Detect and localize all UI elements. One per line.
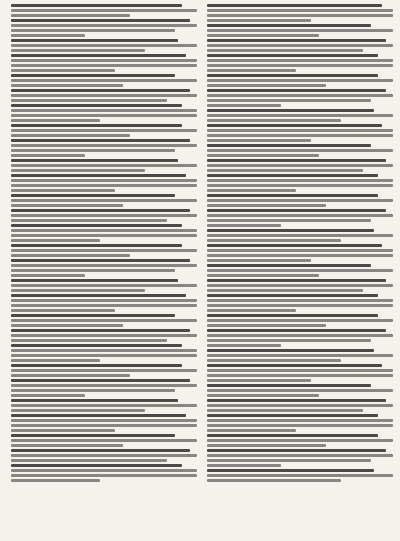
text-line — [207, 269, 393, 272]
text-line — [207, 479, 341, 482]
text-line — [11, 289, 145, 292]
text-line — [207, 449, 386, 452]
text-line — [207, 454, 393, 457]
text-line — [207, 54, 378, 57]
text-line — [11, 234, 197, 237]
text-line — [11, 434, 175, 437]
text-line — [11, 139, 190, 142]
dictionary-entry — [11, 279, 197, 292]
text-line — [207, 144, 371, 147]
text-line — [11, 269, 175, 272]
text-line — [11, 304, 197, 307]
text-line — [207, 224, 281, 227]
text-line — [207, 174, 378, 177]
text-line — [207, 149, 393, 152]
text-line — [207, 84, 326, 87]
text-line — [207, 309, 296, 312]
dictionary-entry — [207, 434, 393, 447]
text-line — [11, 394, 85, 397]
text-line — [207, 89, 386, 92]
text-line — [11, 49, 145, 52]
text-line — [11, 154, 85, 157]
dictionary-entry — [207, 159, 393, 172]
text-line — [207, 249, 393, 252]
text-line — [11, 74, 175, 77]
text-line — [11, 59, 197, 62]
dictionary-entry — [11, 224, 197, 242]
dictionary-entry — [207, 449, 393, 467]
dictionary-entry — [11, 124, 197, 137]
text-line — [11, 469, 197, 472]
text-line — [11, 119, 100, 122]
text-line — [207, 469, 374, 472]
text-line — [11, 84, 123, 87]
text-line — [207, 229, 374, 232]
text-line — [207, 464, 281, 467]
text-line — [207, 419, 393, 422]
text-line — [207, 359, 341, 362]
text-line — [11, 399, 178, 402]
text-line — [207, 244, 382, 247]
text-line — [207, 259, 311, 262]
dictionary-entry — [207, 109, 393, 122]
text-line — [11, 189, 115, 192]
dictionary-entry — [11, 19, 197, 37]
text-line — [11, 79, 197, 82]
text-line — [11, 159, 178, 162]
text-line — [207, 399, 386, 402]
text-line — [11, 64, 197, 67]
text-line — [207, 159, 386, 162]
text-line — [11, 379, 190, 382]
right-column — [207, 4, 393, 537]
text-line — [11, 219, 167, 222]
dictionary-entry — [11, 379, 197, 397]
dictionary-entry — [207, 89, 393, 107]
text-line — [11, 104, 182, 107]
text-line — [11, 274, 85, 277]
text-line — [207, 334, 393, 337]
text-line — [11, 374, 130, 377]
dictionary-entry — [11, 414, 197, 432]
text-line — [11, 209, 190, 212]
text-line — [11, 89, 190, 92]
text-line — [207, 94, 393, 97]
text-line — [207, 294, 378, 297]
dictionary-entry — [11, 54, 197, 72]
text-line — [207, 279, 386, 282]
dictionary-entry — [207, 329, 393, 347]
dictionary-entry — [207, 209, 393, 227]
text-line — [207, 14, 393, 17]
text-line — [11, 384, 197, 387]
text-line — [207, 219, 371, 222]
dictionary-entry — [11, 434, 197, 447]
text-line — [11, 54, 186, 57]
text-line — [11, 299, 197, 302]
text-line — [207, 424, 393, 427]
text-line — [207, 254, 393, 257]
text-line — [207, 184, 393, 187]
text-line — [207, 44, 393, 47]
dictionary-entry — [207, 174, 393, 192]
text-line — [11, 354, 197, 357]
dictionary-entry — [11, 74, 197, 87]
dictionary-entry — [207, 264, 393, 277]
text-line — [11, 359, 100, 362]
text-line — [11, 204, 123, 207]
dictionary-entry — [207, 469, 393, 482]
text-line — [207, 214, 393, 217]
text-line — [207, 189, 296, 192]
text-line — [11, 244, 182, 247]
text-line — [11, 309, 115, 312]
text-line — [207, 414, 378, 417]
text-line — [207, 404, 393, 407]
text-line — [11, 129, 197, 132]
text-line — [207, 284, 393, 287]
text-line — [11, 429, 115, 432]
dictionary-entry — [11, 294, 197, 312]
text-line — [11, 369, 197, 372]
dictionary-entry — [207, 24, 393, 37]
text-line — [11, 44, 197, 47]
text-line — [11, 439, 197, 442]
text-line — [207, 69, 296, 72]
text-line — [207, 169, 363, 172]
dictionary-entry — [207, 4, 393, 22]
text-line — [207, 154, 319, 157]
dictionary-entry — [11, 39, 197, 52]
text-line — [11, 454, 197, 457]
text-line — [207, 239, 341, 242]
text-line — [207, 59, 393, 62]
text-line — [11, 364, 182, 367]
dictionary-entry — [11, 139, 197, 157]
text-line — [207, 29, 393, 32]
text-line — [207, 139, 311, 142]
text-line — [207, 109, 374, 112]
text-line — [11, 464, 182, 467]
dictionary-entry — [207, 229, 393, 242]
text-line — [207, 104, 281, 107]
text-line — [207, 434, 378, 437]
dictionary-entry — [207, 39, 393, 52]
dictionary-entry — [207, 349, 393, 362]
text-line — [11, 124, 182, 127]
dictionary-entry — [11, 174, 197, 192]
text-line — [11, 459, 167, 462]
text-line — [207, 394, 319, 397]
text-line — [207, 74, 378, 77]
text-line — [11, 294, 186, 297]
dictionary-entry — [11, 399, 197, 412]
text-line — [11, 279, 178, 282]
text-line — [207, 129, 393, 132]
text-line — [11, 314, 175, 317]
text-line — [11, 339, 167, 342]
text-line — [11, 164, 197, 167]
text-line — [207, 369, 393, 372]
text-line — [207, 379, 311, 382]
text-line — [207, 459, 371, 462]
dictionary-entry — [11, 244, 197, 257]
dictionary-entry — [207, 414, 393, 432]
text-line — [11, 229, 197, 232]
text-line — [207, 199, 393, 202]
text-line — [11, 29, 175, 32]
text-line — [207, 64, 393, 67]
dictionary-entry — [11, 89, 197, 102]
text-line — [11, 99, 167, 102]
text-line — [11, 344, 182, 347]
text-line — [207, 119, 341, 122]
text-line — [207, 289, 363, 292]
text-line — [11, 254, 130, 257]
text-line — [207, 204, 326, 207]
dictionary-entry — [207, 279, 393, 292]
text-line — [11, 174, 186, 177]
dictionary-entry — [207, 194, 393, 207]
text-line — [11, 69, 115, 72]
text-line — [11, 249, 197, 252]
text-line — [207, 319, 393, 322]
text-line — [207, 329, 386, 332]
text-line — [11, 184, 197, 187]
text-line — [207, 324, 326, 327]
text-line — [207, 474, 393, 477]
text-line — [207, 264, 371, 267]
text-line — [207, 114, 393, 117]
dictionary-entry — [207, 124, 393, 142]
text-line — [11, 14, 130, 17]
text-line — [207, 4, 382, 7]
text-line — [11, 404, 197, 407]
text-line — [11, 114, 197, 117]
text-line — [207, 384, 371, 387]
text-line — [11, 194, 175, 197]
dictionary-entry — [11, 364, 197, 377]
dictionary-entry — [207, 144, 393, 157]
text-line — [207, 339, 371, 342]
dictionary-entry — [207, 74, 393, 87]
text-line — [11, 199, 197, 202]
text-line — [11, 134, 130, 137]
text-line — [11, 424, 197, 427]
text-line — [207, 34, 319, 37]
text-line — [207, 79, 393, 82]
text-line — [11, 449, 190, 452]
text-line — [11, 9, 197, 12]
text-line — [207, 99, 371, 102]
dictionary-entry — [11, 314, 197, 327]
text-line — [11, 34, 85, 37]
dictionary-entry — [11, 159, 197, 172]
text-line — [207, 409, 363, 412]
text-line — [11, 414, 186, 417]
text-line — [11, 324, 123, 327]
dictionary-entry — [11, 259, 197, 277]
text-line — [207, 19, 311, 22]
text-line — [11, 144, 197, 147]
dictionary-entry — [11, 344, 197, 362]
text-line — [207, 209, 386, 212]
text-line — [207, 134, 393, 137]
text-line — [11, 24, 197, 27]
text-line — [11, 329, 190, 332]
dictionary-entry — [11, 464, 197, 482]
text-line — [207, 314, 378, 317]
dictionary-entry — [207, 244, 393, 262]
text-line — [11, 284, 197, 287]
text-line — [207, 429, 296, 432]
dictionary-entry — [207, 364, 393, 382]
dictionary-entry — [207, 294, 393, 312]
text-line — [207, 39, 386, 42]
text-line — [207, 49, 363, 52]
text-line — [207, 344, 281, 347]
dictionary-entry — [207, 399, 393, 412]
text-line — [207, 304, 393, 307]
dictionary-entry — [11, 449, 197, 462]
text-line — [11, 239, 100, 242]
dictionary-entry — [207, 314, 393, 327]
text-line — [207, 164, 393, 167]
text-line — [207, 24, 371, 27]
text-line — [11, 479, 100, 482]
text-line — [11, 474, 197, 477]
text-line — [207, 234, 393, 237]
text-line — [11, 169, 145, 172]
text-line — [11, 149, 175, 152]
text-line — [207, 389, 393, 392]
text-line — [11, 214, 197, 217]
text-line — [11, 109, 197, 112]
text-line — [11, 444, 123, 447]
text-line — [207, 374, 393, 377]
left-column — [11, 4, 197, 537]
text-line — [207, 274, 319, 277]
text-line — [11, 179, 197, 182]
text-line — [11, 39, 178, 42]
text-line — [11, 389, 175, 392]
text-line — [11, 419, 197, 422]
dictionary-entry — [11, 329, 197, 342]
text-line — [11, 94, 197, 97]
text-line — [11, 334, 197, 337]
text-line — [207, 349, 374, 352]
text-line — [207, 364, 382, 367]
dictionary-entry — [11, 4, 197, 17]
dictionary-entry — [207, 54, 393, 72]
text-line — [207, 179, 393, 182]
text-line — [207, 444, 326, 447]
text-line — [11, 409, 145, 412]
text-line — [11, 224, 182, 227]
dictionary-entry — [11, 104, 197, 122]
text-line — [11, 319, 197, 322]
text-line — [207, 439, 393, 442]
text-line — [11, 259, 190, 262]
text-line — [207, 9, 393, 12]
text-line — [11, 264, 197, 267]
text-line — [207, 299, 393, 302]
text-line — [11, 349, 197, 352]
text-line — [207, 194, 378, 197]
dictionary-entry — [11, 194, 197, 207]
text-line — [11, 4, 182, 7]
dictionary-entry — [207, 384, 393, 397]
dictionary-entry — [11, 209, 197, 222]
text-line — [207, 124, 382, 127]
text-line — [11, 19, 190, 22]
text-line — [207, 354, 393, 357]
